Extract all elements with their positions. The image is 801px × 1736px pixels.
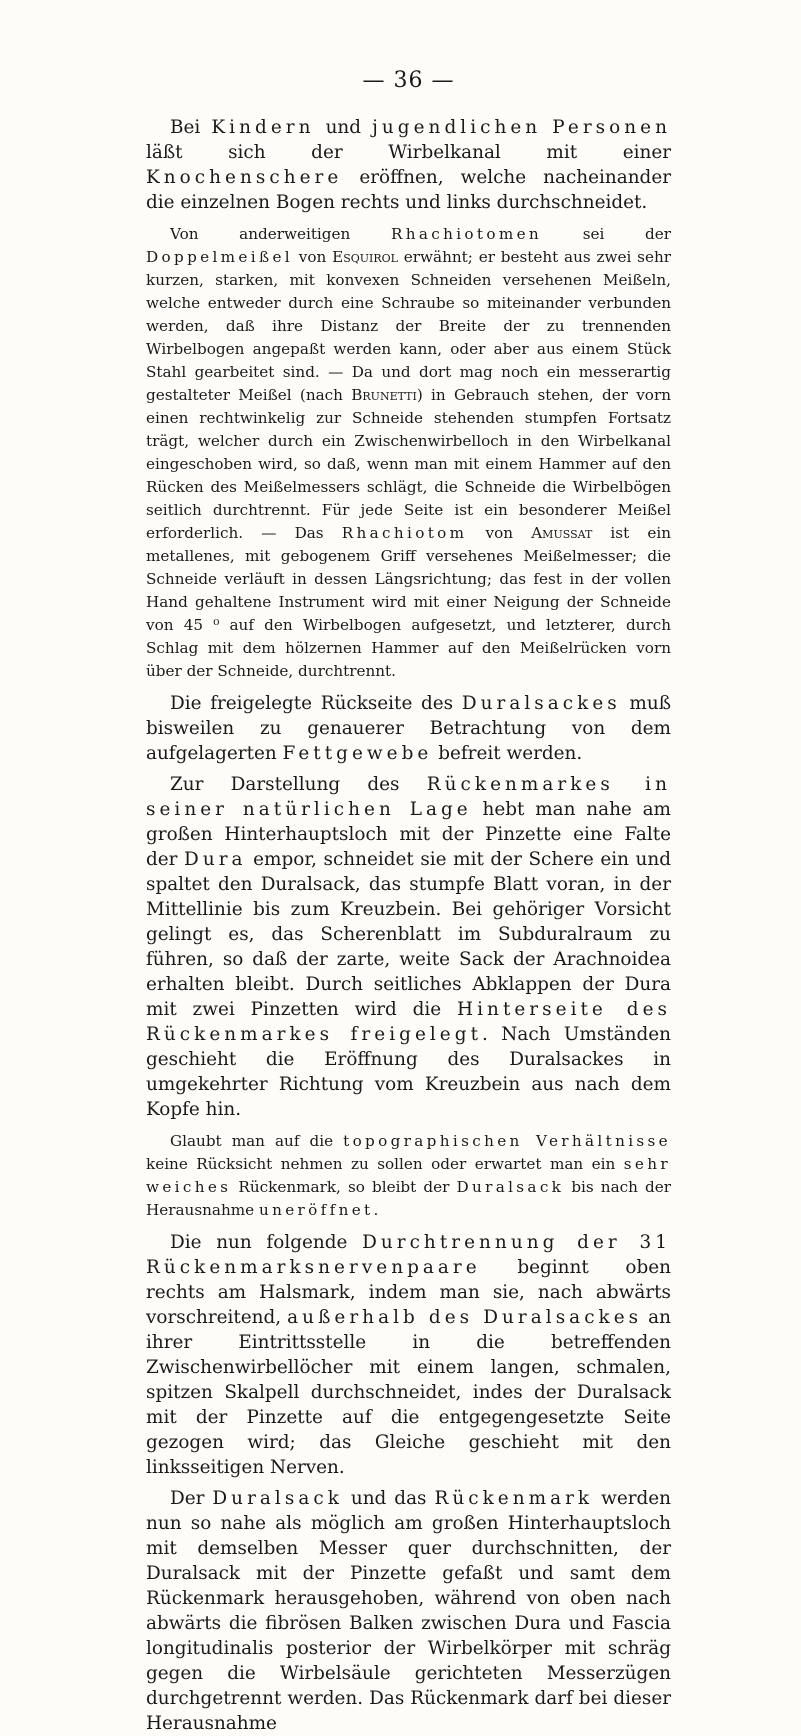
text-run: Der bbox=[170, 1488, 213, 1509]
text-run bbox=[541, 117, 552, 138]
paragraph bbox=[146, 1486, 671, 1736]
text-run: läßt sich der Wirbelkanal mit einer bbox=[146, 142, 671, 163]
paragraph bbox=[146, 772, 671, 1122]
emphasized-text: Rückenmarkes in seiner natürlichen Lage bbox=[146, 774, 671, 820]
emphasized-text: Duralsack bbox=[456, 1178, 565, 1196]
text-run: sei der bbox=[542, 225, 671, 243]
emphasized-text: Dura bbox=[184, 849, 247, 870]
emphasized-text: jugendlichen bbox=[372, 117, 542, 138]
author-name: Brunetti bbox=[351, 386, 417, 404]
paragraph bbox=[146, 1130, 671, 1222]
text-run: befreit werden. bbox=[432, 743, 583, 764]
emphasized-text: topographischen Verhältnisse bbox=[343, 1132, 671, 1150]
text-run: Die nun folgende bbox=[170, 1232, 363, 1253]
text-run: eröffnen, welche nacheinander die einzelnen Bogen rechts und links durchschneidet. bbox=[146, 167, 671, 213]
paragraph bbox=[146, 223, 671, 683]
emphasized-text: Durchtrennung der 31 Rückenmarksnervenpaare bbox=[146, 1232, 672, 1278]
text-run: an ihrer Eintrittsstelle in die betreffenden Zwischenwirbellöcher mit einem langen, schmalen, spitzen Skalpell durchschneidet, indes der Duralsack mit der Pinzette auf die entgegengesetzte Seite gezogen wird; das Gleiche geschieht mit den linksseitigen Nerven. bbox=[146, 1307, 671, 1478]
text-run: Bei bbox=[170, 117, 212, 138]
text-run: ist ein metallenes, mit gebogenem Griff versehenes Meißelmesser; die Schneide verläuft in dessen Längsrichtung; das fest in der vollen Hand gehaltene Instrument wird mit einer Neigung der Schneide von 45 ⁰ auf den Wirbelbogen aufgesetzt, und letzterer, durch Schlag mit dem hölzernen Hammer auf den Meißelrücken vorn über der Schneide, durchtrennt. bbox=[146, 524, 671, 680]
text-run: . bbox=[373, 1201, 379, 1219]
text-run: empor, schneidet sie mit der Schere ein und spaltet den Duralsack, das stumpfe Blatt voran, in der Mittellinie bis zum Kreuzbein. Bei gehöriger Vorsicht gelingt es, das Scherenblatt im Subduralraum zu führen, so daß der zarte, weite Sack der Arachnoidea erhalten bleibt. Durch seitliches Abklappen der Dura mit zwei Pinzetten wird die bbox=[146, 849, 671, 1020]
emphasized-text: sehr weiches bbox=[146, 1155, 671, 1196]
text-run: von bbox=[292, 248, 333, 266]
text-run: Von anderweitigen bbox=[170, 225, 391, 243]
text-run: Glaubt man auf die bbox=[170, 1132, 344, 1150]
text-run: hebt man nahe am großen Hinterhauptsloch mit der Pinzette eine Falte der bbox=[146, 799, 671, 870]
emphasized-text: Doppelmeißel bbox=[146, 248, 293, 266]
emphasized-text: Duralsack bbox=[212, 1488, 343, 1509]
text-run: beginnt oben rechts am Halsmark, indem man sie, nach abwärts vorschreitend, bbox=[146, 1257, 671, 1328]
text-run: bis nach der Herausnahme bbox=[146, 1178, 671, 1219]
text-run: und das bbox=[342, 1488, 435, 1509]
text-run: Die freigelegte Rückseite des bbox=[170, 693, 462, 714]
paragraph bbox=[146, 115, 671, 215]
emphasized-text: Duralsackes bbox=[461, 693, 621, 714]
emphasized-text: Rhachiotom bbox=[341, 524, 468, 542]
page-body bbox=[146, 115, 671, 1736]
text-run: Rückenmark, so bleibt der bbox=[231, 1178, 457, 1196]
emphasized-text: Kindern bbox=[211, 117, 315, 138]
text-run: ) in Gebrauch stehen, der vorn einen rechtwinkelig zur Schneide stehenden stumpfen Fortsatz trägt, welcher durch ein Zwischenwirbelloch in den Wirbelkanal eingeschoben wird, so daß, wenn man mit einem Hammer auf den Rücken des Meißelmessers schlägt, die Schneide die Wirbelbögen seitlich durchtrennt. Für jede Seite ist ein besonderer Meißel erforderlich. — Das bbox=[146, 386, 671, 542]
emphasized-text: Rückenmark bbox=[434, 1488, 594, 1509]
text-run: werden nun so nahe als möglich am großen Hinterhauptsloch mit demselben Messer quer durchschnitten, der Duralsack mit der Pinzette gefaßt und samt dem Rückenmark herausgehoben, während von oben nach abwärts die fibrösen Balken zwischen Dura und Fascia longitudinalis posterior der Wirbelkörper mit schräg gegen die Wirbelsäule gerichteten Messerzügen durchgetrennt werden. Das Rückenmark darf bei dieser Herausnahme bbox=[146, 1488, 672, 1734]
text-run: keine Rücksicht nehmen zu sollen oder erwartet man ein bbox=[146, 1155, 624, 1173]
page-number: — 36 — bbox=[362, 68, 455, 93]
text-run: . Nach Umständen geschieht die Eröffnung des Duralsackes in umgekehrter Richtung vom Kreuzbein aus nach dem Kopfe hin. bbox=[146, 1024, 671, 1120]
emphasized-text: Knochenschere bbox=[146, 167, 343, 188]
emphasized-text: uneröffnet bbox=[258, 1201, 374, 1219]
author-name: Esquirol bbox=[332, 248, 398, 266]
text-run: muß bisweilen zu genauerer Betrachtung von dem aufgelagerten bbox=[146, 693, 671, 764]
text-run: erwähnt; er besteht aus zwei sehr kurzen, starken, mit konvexen Schneiden versehenen Meißeln, welche entweder durch eine Schraube so miteinander verbunden werden, daß ihre Distanz der Breite der zu trennenden Wirbelbogen angepaßt werden kann, oder aber aus einem Stück Stahl gearbeitet sind. — Da und dort mag noch ein messerartig gestalteter Meißel (nach bbox=[146, 248, 671, 404]
paragraph bbox=[146, 691, 671, 766]
text-run: von bbox=[467, 524, 532, 542]
text-run: und bbox=[314, 117, 373, 138]
text-run: Zur Darstellung des bbox=[170, 774, 427, 795]
emphasized-text: Rhachiotomen bbox=[390, 225, 543, 243]
book-page bbox=[146, 68, 671, 1736]
emphasized-text: außerhalb des Duralsackes bbox=[287, 1307, 643, 1328]
author-name: Amussat bbox=[531, 524, 593, 542]
emphasized-text: Fettgewebe bbox=[282, 743, 433, 764]
emphasized-text: Hinterseite des Rückenmarkes freigelegt bbox=[146, 999, 671, 1045]
emphasized-text: Personen bbox=[552, 117, 671, 138]
